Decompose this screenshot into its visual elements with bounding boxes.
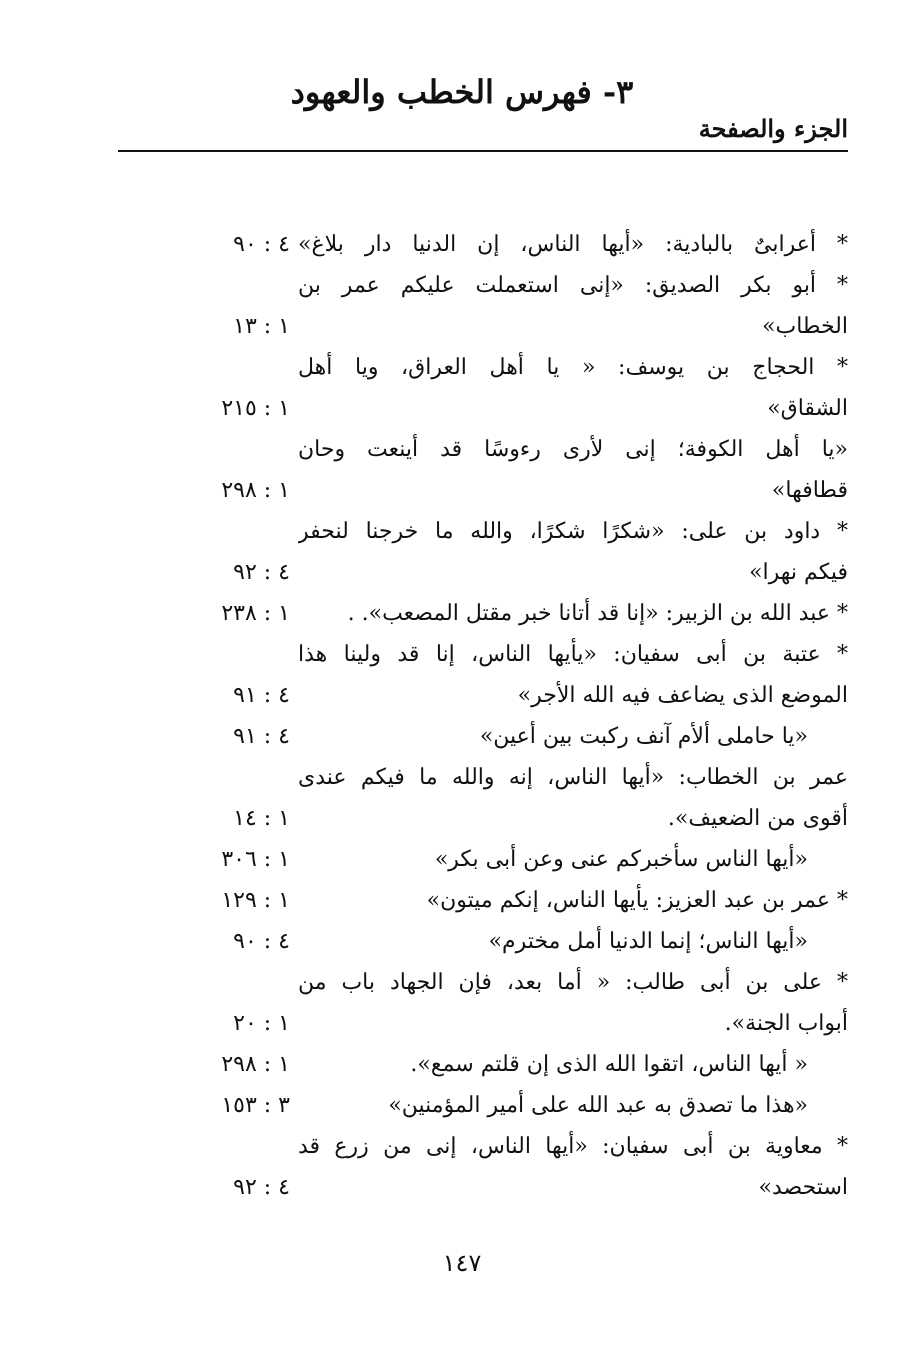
- entry-text: « أيها الناس، اتقوا الله الذى إن قلتم سمع».: [410, 1052, 808, 1077]
- index-entry: [0, 429, 924, 470]
- entry-reference: ١ : ٢٩٨: [221, 1052, 290, 1077]
- entry-reference: [150, 265, 290, 306]
- entry-text: * عمر بن عبد العزيز: يأيها الناس، إنكم ميتون»: [426, 888, 848, 913]
- entry-text: الشقاق»: [767, 396, 848, 421]
- index-entry: [0, 224, 924, 265]
- entry-reference: [150, 347, 290, 388]
- entry-text: أبواب الجنة».: [724, 1011, 848, 1036]
- entry-reference: [150, 634, 290, 675]
- page-number: ١٤٧: [442, 1249, 482, 1277]
- entry-reference: [150, 962, 290, 1003]
- index-entry: [0, 1085, 924, 1126]
- index-entry: [0, 511, 924, 552]
- entry-reference: [150, 511, 290, 552]
- entry-reference: [150, 429, 290, 470]
- entry-text: عمر بن الخطاب: «أيها الناس، إنه والله ما فيكم عندى: [298, 765, 848, 790]
- entry-text: الموضع الذى يضاعف فيه الله الأجر»: [517, 683, 848, 708]
- index-entry: [0, 757, 924, 798]
- entry-reference: ١ : ٣٠٦: [221, 847, 290, 872]
- entry-reference: ١ : ٢١٥: [221, 396, 290, 421]
- index-entry: [0, 962, 924, 1003]
- entry-text: أقوى من الضعيف».: [667, 806, 848, 831]
- entry-reference: ١ : ١٢٩: [221, 888, 290, 913]
- entry-reference: ٤ : ٩٠: [233, 232, 290, 257]
- entry-text: * عتبة بن أبى سفيان: «يأيها الناس، إنا قد ولينا هذا: [298, 642, 848, 667]
- index-entry: [0, 593, 924, 634]
- entry-reference: ١ : ١٣: [233, 314, 290, 339]
- index-entry: [0, 306, 924, 347]
- entry-text: «أيها الناس سأخبركم عنى وعن أبى بكر»: [434, 847, 808, 872]
- entry-reference: ٣ : ١٥٣: [221, 1093, 290, 1118]
- entry-text: * أعرابىٌ بالبادية: «أيها الناس، إن الدنيا دار بلاغ»: [298, 232, 848, 257]
- entry-reference: ١ : ٢٣٨: [221, 601, 290, 626]
- entry-reference: ٤ : ٩٢: [233, 1175, 290, 1200]
- index-entry: [0, 675, 924, 716]
- entry-reference: ٤ : ٩٠: [233, 929, 290, 954]
- index-entry: [0, 798, 924, 839]
- entry-text: الخطاب»: [762, 314, 848, 339]
- index-entry: [0, 1003, 924, 1044]
- index-entry: [0, 347, 924, 388]
- entry-text: * الحجاج بن يوسف: « يا أهل العراق، ويا أهل: [298, 355, 848, 380]
- entry-text: «هذا ما تصدق به عبد الله على أمير المؤمنين»: [388, 1093, 808, 1118]
- entry-reference: ١ : ٢٩٨: [221, 478, 290, 503]
- index-entry: [0, 880, 924, 921]
- entry-text: * داود بن على: «شكرًا شكرًا، والله ما خرجنا لنحفر: [298, 519, 848, 544]
- index-entry: [0, 839, 924, 880]
- entry-text: فيكم نهرا»: [749, 560, 848, 585]
- index-entries: [0, 224, 924, 1208]
- index-entry: [0, 265, 924, 306]
- index-entry: [0, 470, 924, 511]
- index-entry: [0, 1167, 924, 1208]
- index-entry: [0, 921, 924, 962]
- column-header-volume-page: الجزء والصفحة: [698, 114, 848, 143]
- page-title: ٣- فهرس الخطب والعهود: [290, 73, 634, 111]
- entry-text: * أبو بكر الصديق: «إنى استعملت عليكم عمر بن: [298, 273, 848, 298]
- index-entry: [0, 1126, 924, 1167]
- index-entry: [0, 1044, 924, 1085]
- entry-text: استحصد»: [758, 1175, 848, 1200]
- entry-reference: ١ : ٢٠: [233, 1011, 290, 1036]
- entry-text: * على بن أبى طالب: « أما بعد، فإن الجهاد باب من: [298, 970, 848, 995]
- index-entry: [0, 634, 924, 675]
- entry-text: «يا حاملى ألأم آنف ركبت بين أعين»: [479, 724, 808, 749]
- entry-text: «يا أهل الكوفة؛ إنى لأرى رءوسًا قد أينعت وحان: [298, 437, 848, 462]
- entry-reference: [150, 1126, 290, 1167]
- header-divider: [118, 150, 848, 152]
- entry-reference: ٤ : ٩٢: [233, 560, 290, 585]
- index-entry: [0, 552, 924, 593]
- entry-reference: [150, 757, 290, 798]
- entry-text: * معاوية بن أبى سفيان: «أيها الناس، إنى من زرع قد: [298, 1134, 848, 1159]
- index-entry: [0, 716, 924, 757]
- entry-text: قطافها»: [771, 478, 848, 503]
- entry-text: * عبد الله بن الزبير: «إنا قد أتانا خبر مقتل المصعب». .: [347, 601, 848, 626]
- entry-reference: ٤ : ٩١: [233, 683, 290, 708]
- entry-reference: ١ : ١٤: [233, 806, 290, 831]
- entry-reference: ٤ : ٩١: [233, 724, 290, 749]
- entry-text: «أيها الناس؛ إنما الدنيا أمل مخترم»: [488, 929, 808, 954]
- index-entry: [0, 388, 924, 429]
